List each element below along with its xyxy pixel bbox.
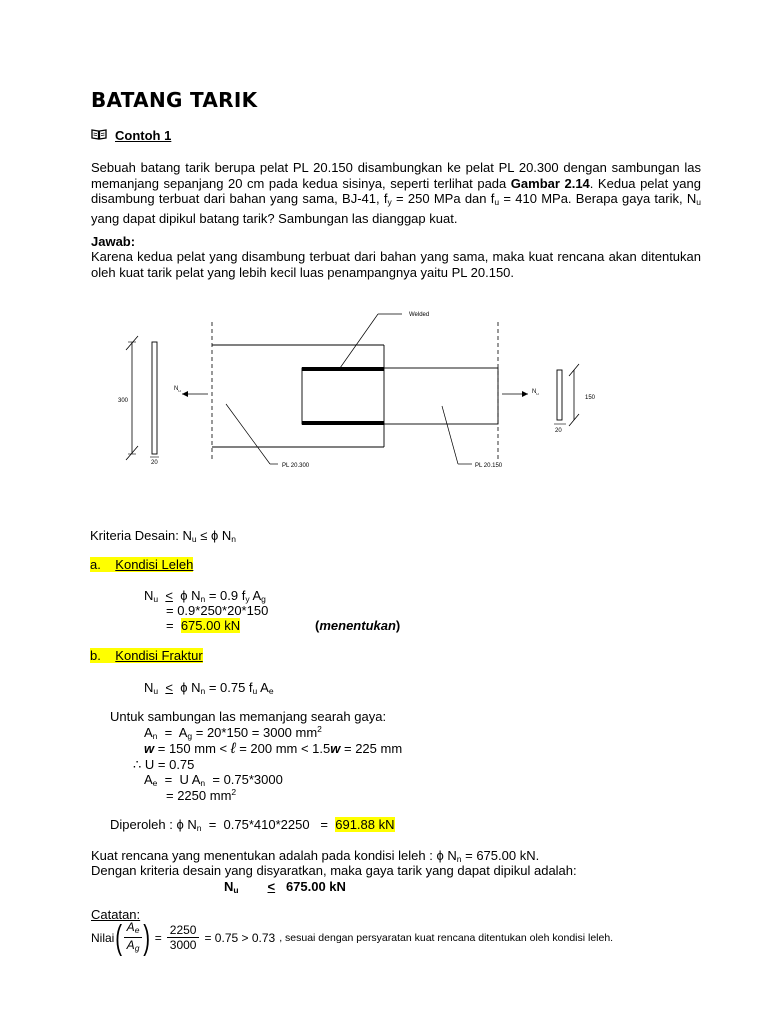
fracture-eq-1: $N_u < \phi$ $N_n = 0.75$ $f_u$ $A_e$: [144, 680, 274, 696]
conclusion-line-2: Dengan kriteria desain yang disyaratkan, maka gaya tarik yang dapat dipikul adalah:: [91, 863, 577, 878]
subscript: u: [191, 534, 197, 544]
effective-area-eq: $A_e = U$ $A_n = 0.75*3000$: [144, 772, 283, 788]
note-nilai: Nilai: [91, 930, 115, 945]
figure-reference: Gambar 2.14: [510, 175, 590, 191]
dim-20-right-label: 20: [555, 428, 562, 434]
example-label: Contoh 1: [115, 128, 172, 143]
plate-small-label: PL 20.150: [475, 463, 503, 469]
net-area-eq: $A_n = A_g = 20*150 = 3000$ $mm^2$: [144, 724, 322, 741]
problem-text-4: = 410 MPa. Berapa gaya tarik, N: [499, 191, 697, 206]
note-line: Nilai ( $\frac{A_e}{A_g}$ ) = $\frac{2250}{3000}$ = 0.75 > 0.73 , sesuai dengan persyaratan kuat rencana ditentukan oleh kondisi leleh.: [91, 918, 614, 957]
dim-300-label: 300: [118, 398, 129, 404]
criteria-text: Kriteria Desain: N: [90, 528, 192, 543]
book-icon: [91, 128, 107, 143]
shear-lag-eq: ∴ U = 0.75: [133, 757, 195, 772]
final-result: $N_u$ < 675.00 kN: [224, 879, 346, 895]
yield-result: 675.00 kN: [180, 618, 241, 633]
section-title: Kondisi Fraktur: [115, 648, 203, 663]
section-pl-20-150: [557, 370, 562, 420]
dim-20-left-label: 20: [151, 460, 158, 466]
welded-label: Welded: [409, 312, 430, 318]
weld-length-eq: w = 150 mm < ℓ = 200 mm < 1.5w = 225 mm: [144, 740, 403, 757]
weld-bottom: [302, 421, 384, 425]
problem-text-5: yang dapat dipikul batang tarik? Sambungan las dianggap kuat.: [91, 210, 458, 226]
section-a-heading: [90, 557, 193, 572]
fracture-result: 691.88 kN: [335, 817, 395, 832]
yield-eq-3: = 675.00 kN: [166, 618, 241, 633]
example-heading: [91, 128, 171, 143]
ae-ag-fraction: $\frac{A_e}{A_g}$: [124, 920, 143, 955]
section-letter: a.: [90, 557, 101, 572]
yield-note: (menentukan): [315, 618, 401, 633]
answer-heading: Jawab:: [91, 234, 136, 249]
criteria-relation: ≤ ϕ N: [196, 528, 232, 543]
note-heading: Catatan:: [91, 907, 141, 922]
problem-paragraph: [91, 160, 701, 226]
section-b-heading: [90, 648, 203, 663]
fracture-intro: Untuk sambungan las memanjang searah gaya:: [110, 709, 387, 724]
connection-diagram: [100, 300, 620, 480]
section-title: Kondisi Leleh: [115, 557, 194, 572]
design-criteria: [90, 528, 236, 544]
weld-top: [302, 367, 384, 371]
fracture-result-line: Diperoleh : ϕ $N_n = 0.75*410*2250 = 691.88$ kN: [110, 817, 395, 833]
plate-large-label: PL 20.300: [282, 463, 310, 469]
answer-paragraph: Karena kedua pelat yang disambung terbuat dari bahan yang sama, maka kuat rencana akan ditentukan oleh kuat tarik pelat yang lebih kecil luas penampangnya yaitu PL 20.150.: [91, 249, 701, 280]
section-letter: b.: [90, 648, 101, 663]
nu-right-label: $N_u$: [532, 389, 539, 396]
problem-text-2: . Kedua pelat yang disambung terbuat dari bahan yang sama, BJ-41, f: [91, 175, 701, 206]
yield-eq-2: = 0.9*250*20*150: [166, 603, 269, 618]
subscript: u: [696, 197, 701, 207]
subscript: u: [494, 197, 500, 207]
section-pl-20-300: [152, 342, 157, 454]
effective-area-eq-2: = 2250 $mm^2$: [166, 787, 237, 803]
subscript: n: [231, 534, 236, 544]
problem-text-1: Sebuah batang tarik berupa pelat PL 20.150 disambungkan ke pelat PL 20.300 dengan sambungan las memanjang sepanjang 20 cm pada kedua sisinya, seperti terlihat pada: [91, 160, 701, 191]
nu-left-label: $N_u$: [174, 386, 181, 393]
plate-pl-20-150: [302, 368, 498, 424]
subscript: y: [387, 197, 392, 207]
dim-150-label: 150: [585, 395, 596, 401]
value-fraction: $\frac{2250}{3000}$: [167, 923, 200, 952]
yield-eq-1: $N_u < \phi$ $N_n = 0.9$ $f_y$ $A_g$: [144, 588, 266, 604]
conclusion-line-1: Kuat rencana yang menentukan adalah pada kondisi leleh : ϕ $N_n = 675.00$ kN.: [91, 848, 540, 864]
page-title: BATANG TARIK: [91, 88, 258, 112]
problem-text-3: = 250 MPa dan f: [391, 191, 495, 206]
